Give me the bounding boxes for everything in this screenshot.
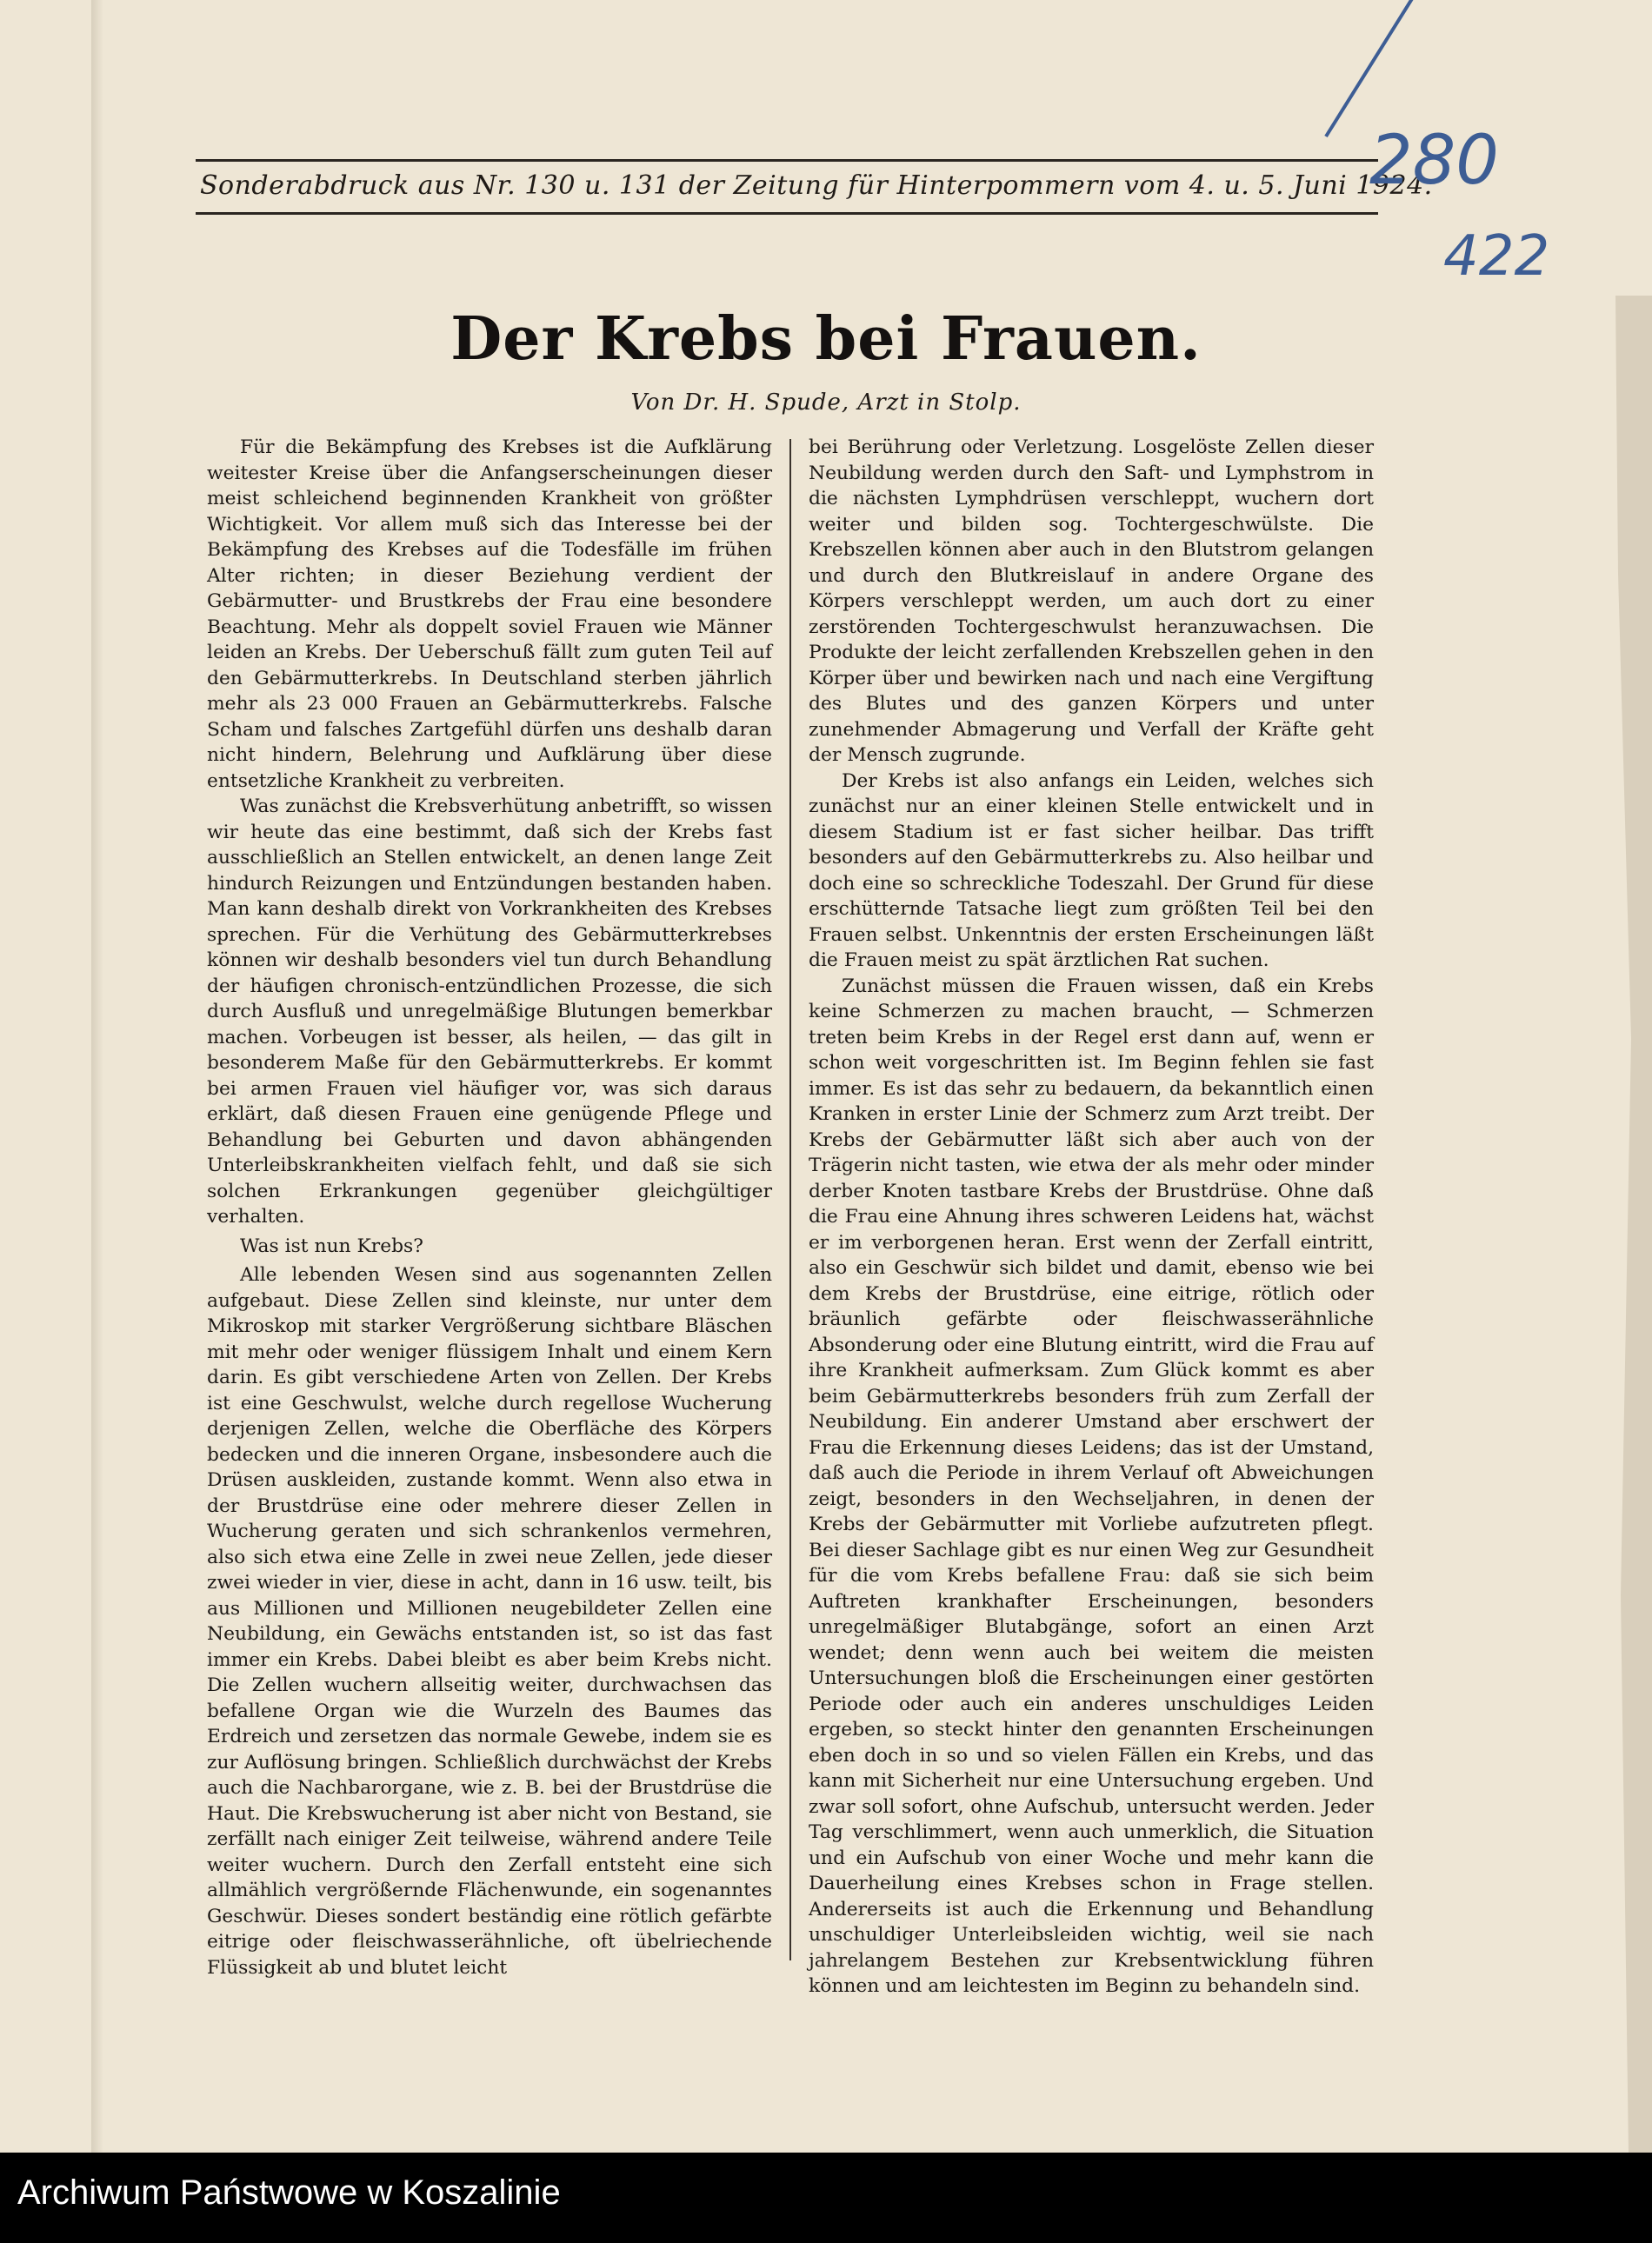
article-column-left xyxy=(207,435,772,1980)
column-divider xyxy=(789,439,791,1960)
archive-name: Archiwum Państwowe w Koszalinie xyxy=(17,2173,561,2212)
header-rule-top xyxy=(196,159,1378,162)
article-byline: Von Dr. H. Spude, Arzt in Stolp. xyxy=(630,389,1022,416)
handwritten-number-bottom: 422 xyxy=(1443,224,1550,289)
article-title: Der Krebs bei Frauen. xyxy=(450,304,1202,374)
section-heading: Was ist nun Krebs? xyxy=(240,1235,423,1257)
header-rule-bottom xyxy=(196,212,1378,215)
paragraph: Zunächst müssen die Frauen wissen, daß ein Krebs keine Schmerzen zu machen braucht, — Schmerzen treten beim Krebs in der Regel erst dann auf, wenn er schon weit vorgeschritten ist. Im Beginn fehlen sie fast immer. Es ist das sehr zu bedauern, da bekanntlich einen Kranken in erster Linie der Schmerz zum Arzt treibt. Der Krebs der Gebärmutter läßt sich aber auch von der Trägerin nicht tasten, wie etwa der als mehr oder minder derber Knoten tastbare Krebs der Brustdrüse. Ohne daß die Frau eine Ahnung ihres schweren Leidens hat, wächst er im verborgenen heran. Erst wenn der Zerfall eintritt, also ein Geschwür sich bildet und damit, ebenso wie bei dem Krebs der Brustdrüse, eine eitrige, rötlich oder bräunlich gefärbte oder fleischwasserähnliche Absonderung oder eine Blutung eintritt, wird die Frau auf ihre Krankheit aufmerksam. Zum Glück kommt es aber beim Gebärmutterkrebs besonders früh zum Zerfall der Neubildung. Ein anderer Umstand aber erschwert der Frau die Erkennung dieses Leidens; das ist der Umstand, daß auch die Periode in ihrem Verlauf oft Abweichungen zeigt, besonders in den Wechseljahren, in denen der Krebs der Gebärmutter mit Vorliebe aufzutreten pflegt. Bei dieser Sachlage gibt es nur einen Weg zur Gesundheit für die vom Krebs befallene Frau: daß sie sich beim Auftreten krankhafter Erscheinungen, besonders unregelmäßiger Blutabgänge, sofort an einen Arzt wendet; denn wenn auch bei weitem die meisten Untersuchungen bloß die Erscheinungen einer gestörten Periode oder auch ein anderes unschuldiges Leiden ergeben, so steckt hinter den genannten Erscheinungen eben doch in so und so vielen Fällen ein Krebs, und das kann mit Sicherheit nur eine Untersuchung ergeben. Und zwar soll sofort, ohne Aufschub, untersucht werden. Jeder Tag verschlimmert, wenn auch unmerklich, die Situation und ein Aufschub von einer Woche und mehr kann die Dauerheilung eines Krebses schon in Frage stellen. Andererseits ist auch die Erkennung und Behandlung unschuldiger Unterleibsleiden wichtig, weil sie nach jahrelangem Bestehen zur Krebsentwicklung führen können und am leichtesten im Beginn zu behandeln sind. xyxy=(809,975,1374,1997)
paragraph: Alle lebenden Wesen sind aus sogenannten Zellen aufgebaut. Diese Zellen sind kleinste, nur unter dem Mikroskop mit starker Vergrößerung sichtbare Bläschen mit mehr oder weniger flüssigem Inhalt und einem Kern darin. Es gibt verschiedene Arten von Zellen. Der Krebs ist eine Geschwulst, welche durch regellose Wucherung derjenigen Zellen, welche die Oberfläche des Körpers bedecken und die inneren Organe, insbesondere auch die Drüsen auskleiden, zustande kommt. Wenn also etwa in der Brustdrüse eine oder mehrere dieser Zellen in Wucherung geraten und sich schrankenlos vermehren, also sich etwa eine Zelle in zwei neue Zellen, jede dieser zwei wieder in vier, diese in acht, dann in 16 usw. teilt, bis aus Millionen und Millionen neugebildeter Zellen eine Neubildung, ein Gewächs entstanden ist, so ist das fast immer ein Krebs. Dabei bleibt es aber beim Krebs nicht. Die Zellen wuchern allseitig weiter, durchwachsen das befallene Organ wie die Wurzeln des Baumes das Erdreich und zersetzen das normale Gewebe, indem sie es zur Auflösung bringen. Schließlich durchwächst der Krebs auch die Nachbarorgane, wie z. B. bei der Brustdrüse die Haut. Die Krebswucherung ist aber nicht von Bestand, sie zerfällt nach einiger Zeit teilweise, während andere Teile weiter wuchern. Durch den Zerfall entsteht eine sich allmählich vergrößernde Flächenwunde, ein sogenanntes Geschwür. Dieses sondert beständig eine rötlich gefärbte eitrige oder fleischwasserähnliche, oft übelriechende Flüssigkeit ab und blutet leicht xyxy=(207,1264,772,1979)
paragraph: Für die Bekämpfung des Krebses ist die Aufklärung weitester Kreise über die Anfangserscheinungen dieser meist schleichend beginnenden Krankheit von größter Wichtigkeit. Vor allem muß sich das Interesse bei der Bekämpfung des Krebses auf die Todesfälle im frühen Alter richten; in dieser Beziehung verdient der Gebärmutter- und Brustkrebs der Frau eine besondere Beachtung. Mehr als doppelt soviel Frauen wie Männer leiden an Krebs. Der Ueberschuß fällt zum guten Teil auf den Gebärmutterkrebs. In Deutschland sterben jährlich mehr als 23 000 Frauen an Gebärmutterkrebs. Falsche Scham und falsches Zartgefühl dürfen uns deshalb daran nicht hindern, Belehrung und Aufklärung über diese entsetzliche Krankheit zu verbreiten. xyxy=(207,436,772,792)
reprint-note: Sonderabdruck aus Nr. 130 u. 131 der Zeitung für Hinterpommern vom 4. u. 5. Juni 1924. xyxy=(200,170,1433,201)
handwritten-number-top: 280 xyxy=(1369,122,1499,200)
article-column-right xyxy=(809,435,1374,2000)
paragraph: Was zunächst die Krebsverhütung anbetrifft, so wissen wir heute das eine bestimmt, daß sich der Krebs fast ausschließlich an Stellen entwickelt, an denen lange Zeit hindurch Reizungen und Entzündungen bestanden haben. Man kann deshalb direkt von Vorkrankheiten des Krebses sprechen. Für die Verhütung des Gebärmutterkrebses können wir deshalb besonders viel tun durch Behandlung der häufigen chronisch-entzündlichen Prozesse, die sich durch Ausfluß und unregelmäßige Blutungen bemerkbar machen. Vorbeugen ist besser, als heilen, — das gilt in besonderem Maße für den Gebärmutterkrebs. Er kommt bei armen Frauen viel häufiger vor, was sich daraus erklärt, daß diesen Frauen eine genügende Pflege und Behandlung bei Geburten und davon abhängenden Unterleibskrankheiten vielfach fehlt, und daß sie sich solchen Erkrankungen gegenüber gleichgültiger verhalten. xyxy=(207,795,772,1228)
paragraph: Der Krebs ist also anfangs ein Leiden, welches sich zunächst nur an einer kleinen Stelle entwickelt und in diesem Stadium ist er fast sicher heilbar. Das trifft besonders auf den Gebärmutterkrebs zu. Also heilbar und doch eine so schreckliche Todeszahl. Der Grund für diese erschütternde Tatsache liegt zum größten Teil bei den Frauen selbst. Unkenntnis der ersten Erscheinungen läßt die Frauen meist zu spät ärztlichen Rat suchen. xyxy=(809,769,1374,971)
paragraph: bei Berührung oder Verletzung. Losgelöste Zellen dieser Neubildung werden durch den Saft- und Lymphstrom in die nächsten Lymphdrüsen verschleppt, wuchern dort weiter und bilden sog. Tochtergeschwülste. Die Krebszellen können aber auch in den Blutstrom gelangen und durch den Blutkreislauf in andere Organe des Körpers verschleppt werden, um auch dort zu einer zerstörenden Tochtergeschwulst heranzuwachsen. Die Produkte der leicht zerfallenden Krebszellen gehen in den Körper über und bewirken nach und nach eine Vergiftung des Blutes und des ganzen Körpers und unter zunehmender Abmagerung und Verfall der Kräfte geht der Mensch zugrunde. xyxy=(809,436,1374,766)
